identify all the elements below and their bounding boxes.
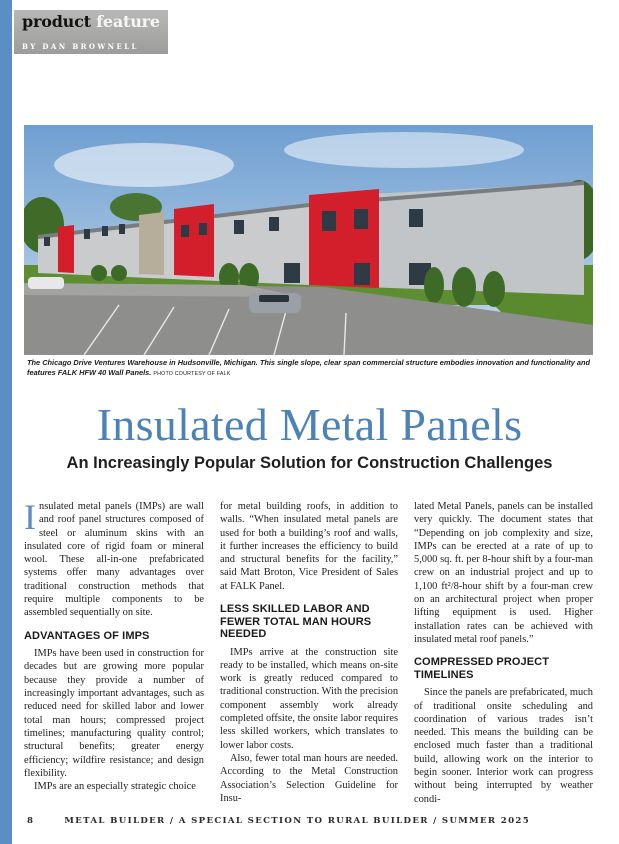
photo-caption xyxy=(27,358,595,379)
paragraph: lated Metal Panels, panels can be installed very quickly. The document states that “Depending on job complexity and size, IMPs can be erected at a rate of up to 5,000 sq. ft. per 8-hour shift by a four-man crew on an industrial project and up to 1,100 ft²/8-hour shift by a four-man crew on an architectural project when proper lifting equipment is used. Higher installation rates can be achieved with insulated metal roof panels.” xyxy=(414,501,593,645)
article-title: Insulated Metal Panels xyxy=(96,399,523,450)
window xyxy=(354,209,368,229)
intro-paragraph xyxy=(24,497,204,620)
paragraph: for metal building roofs, in addition to walls. “When insulated metal panels are used for both a building’s roof and walls, it further increases the efficiency to build and structural benefits for the facility,” said Matt Broton, Vice President of Sales at FALK Panel. xyxy=(220,501,398,592)
window xyxy=(199,223,207,235)
page-footer xyxy=(27,816,530,826)
paragraph: Also, fewer total man hours are needed. According to the Metal Construction Association’s Selection Guideline for Insu- xyxy=(220,752,398,804)
paragraph: IMPs arrive at the construction site ready to be installed, which means on-site work is greatly reduced compared to traditional construction. With the precision component assembly work already completed offsite, the onsite labor requires less skilled workers, which translates to lower labor costs. xyxy=(220,646,399,751)
paragraph: Since the panels are prefabricated, much of traditional onsite scheduling and coordination of various trades isn’t needed. This means the building can be enclosed much faster than a traditional build, allowing work on the interior to begin sooner. Interior work can progress without being interrupted by weather condi- xyxy=(414,687,593,805)
heading-advantages: ADVANTAGES OF IMPS xyxy=(24,629,150,642)
paragraph: IMPs are an especially strategic choice xyxy=(34,781,196,793)
stone-panel xyxy=(139,212,164,275)
photo-credit: PHOTO COURTESY OF FALK xyxy=(153,370,231,377)
window xyxy=(181,225,189,237)
heading-labor: LESS SKILLED LABOR AND FEWER TOTAL MAN HOURS NEEDED xyxy=(220,603,372,641)
heading-timelines: COMPRESSED PROJECT TIMELINES xyxy=(414,656,550,681)
cloud xyxy=(284,132,524,168)
red-panel xyxy=(58,225,74,273)
window xyxy=(102,226,108,236)
shrub xyxy=(452,267,476,307)
window xyxy=(322,211,336,231)
window xyxy=(284,263,300,283)
car xyxy=(28,277,64,289)
page-number: 8 xyxy=(27,816,35,826)
footer-text: METAL BUILDER / A SPECIAL SECTION TO RURAL BUILDER / SUMMER 2025 xyxy=(64,816,531,826)
section-word: product xyxy=(22,12,91,31)
window xyxy=(409,209,423,227)
byline: BY DAN BROWNELL xyxy=(22,42,139,51)
shrub xyxy=(424,267,444,303)
window xyxy=(354,263,370,285)
dropcap: I xyxy=(24,497,36,537)
warehouse-photo xyxy=(24,125,593,355)
red-panel xyxy=(174,204,214,277)
cloud xyxy=(54,143,234,187)
section-label xyxy=(22,12,160,31)
caption-text: The Chicago Drive Ventures Warehouse in Hudsonville, Michigan. This single slope, clear span commercial structure embodies innovation and functionality and features FALK HFW 40 Wall Panels. xyxy=(27,358,591,377)
column-2 xyxy=(220,500,398,805)
paragraph: IMPs have been used in construction for decades but are growing more popular because they provide a number of increasingly important advantages, such as reduced need for skilled labor and lower total man hours; compressed project timelines; manufacturing quality control; structural benefits; greater energy efficiency; wildfire resistance; and design flexibility. xyxy=(24,648,204,779)
window xyxy=(234,220,244,234)
window xyxy=(119,224,125,234)
shrub xyxy=(91,265,107,281)
window xyxy=(44,237,50,246)
article-subtitle: An Increasingly Popular Solution for Construction Challenges xyxy=(66,454,553,472)
intro-text: nsulated metal panels (IMPs) are wall and roof panel structures composed of steel or aluminum skins with an insulated core of rigid foam or mineral wool. These all-in-one prefabricated systems offer many advantages over traditional construction methods that require multiple components to be assembled sequentially on site. xyxy=(24,501,204,619)
shrub xyxy=(483,271,505,307)
window xyxy=(84,229,90,239)
column-3 xyxy=(414,500,593,806)
car-window xyxy=(259,295,289,302)
column-1 xyxy=(24,497,204,793)
shrub xyxy=(111,265,127,281)
section-word-accent: feature xyxy=(96,12,160,31)
window xyxy=(269,217,279,231)
